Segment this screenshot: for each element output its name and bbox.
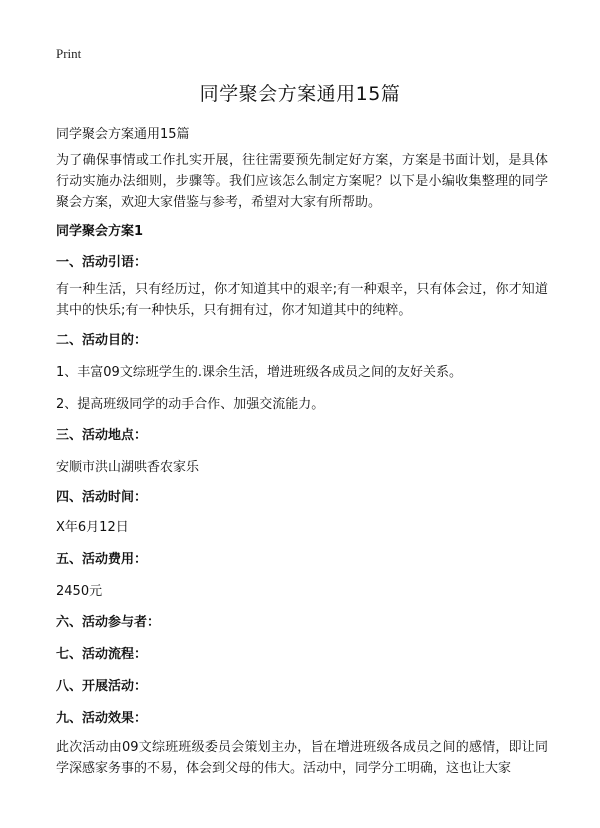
section-7-heading: 七、活动流程： bbox=[56, 647, 148, 662]
section-3-heading: 三、活动地点： bbox=[56, 428, 148, 443]
section-4-heading: 四、活动时间： bbox=[56, 490, 148, 505]
document-subtitle: 同学聚会方案通用15篇 bbox=[56, 127, 190, 142]
section-4-text: X年6月12日 bbox=[56, 520, 129, 535]
section-5-heading: 五、活动费用： bbox=[56, 552, 148, 567]
section-3-text: 安顺市洪山湖哄香农家乐 bbox=[56, 460, 200, 475]
section-1-heading: 一、活动引语： bbox=[56, 255, 148, 270]
section-8-heading: 八、开展活动： bbox=[56, 679, 148, 694]
print-link[interactable]: Print bbox=[56, 46, 82, 61]
section-2-heading: 二、活动目的： bbox=[56, 333, 148, 348]
section-2-item-2: 2、提高班级同学的动手合作、加强交流能力。 bbox=[56, 397, 325, 412]
section-9-heading: 九、活动效果： bbox=[56, 711, 148, 726]
section-9-text: 此次活动由09文综班班级委员会策划主办，旨在增进班级各成员之间的感情，即让同学深感家务事的不易，体会到父母的伟大。活动中，同学分工明确，这也让大家 bbox=[56, 740, 548, 776]
intro-paragraph: 为了确保事情或工作扎实开展，往往需要预先制定好方案，方案是书面计划，是具体行动实施办法细则，步骤等。我们应该怎么制定方案呢？以下是小编收集整理的同学聚会方案，欢迎大家借鉴与参考，希望对大家有所帮助。 bbox=[56, 153, 548, 210]
section-5-text: 2450元 bbox=[56, 584, 103, 599]
plan-1-title: 同学聚会方案1 bbox=[56, 224, 144, 239]
section-6-heading: 六、活动参与者： bbox=[56, 615, 161, 630]
section-2-item-1: 1、丰富09文综班学生的.课余生活，增进班级各成员之间的友好关系。 bbox=[56, 365, 462, 380]
document-title: 同学聚会方案通用15篇 bbox=[199, 83, 401, 105]
section-1-text: 有一种生活，只有经历过，你才知道其中的艰辛;有一种艰辛，只有体会过，你才知道其中的快乐;有一种快乐，只有拥有过，你才知道其中的纯粹。 bbox=[56, 282, 548, 318]
